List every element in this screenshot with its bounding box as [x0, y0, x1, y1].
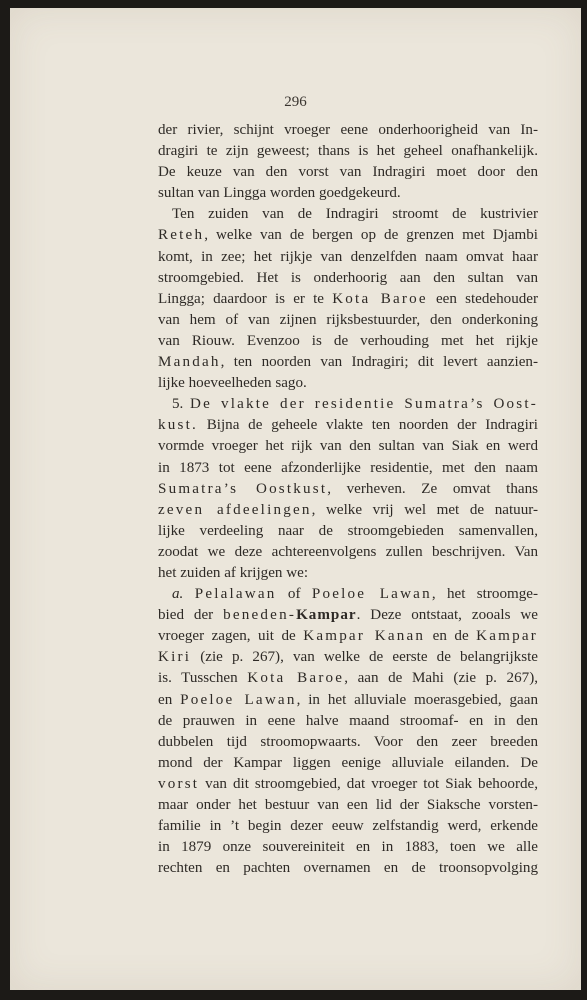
text-line	[158, 837, 538, 858]
text-line	[158, 858, 538, 879]
text-segment: en	[158, 691, 181, 708]
text-line	[158, 795, 538, 816]
text-line	[158, 753, 538, 774]
text-segment: van dit stroomgebied, dat vroeger tot Siak behoorde,	[199, 775, 538, 792]
text-segment: zoodat we deze achtereenvolgens zullen beschrijven. Van	[158, 543, 538, 560]
text-line	[158, 458, 538, 479]
text-line	[158, 732, 538, 753]
text-segment: Kiri	[158, 649, 192, 666]
text-line	[158, 415, 538, 436]
text-segment: vroeger zagen, uit de	[158, 628, 304, 645]
text-segment: rechten en pachten overnamen en de troonsopvolging	[158, 860, 538, 877]
text-segment: dragiri te zijn geweest; thans is het geheel onafhankelijk.	[158, 143, 538, 160]
text-segment: Lingga; daardoor is er te	[158, 290, 333, 307]
text-segment: kust.	[158, 417, 198, 434]
text-segment: bied der	[158, 607, 224, 624]
text-line	[158, 120, 538, 141]
text-segment: maar onder het bestuur van een lid der Siaksche vorsten-	[158, 797, 538, 813]
text-segment: (zie p. 267), van welke de eerste de belangrijkste	[191, 649, 538, 666]
text-segment: familie in ’t begin dezer eeuw zelfstandig werd, erkende	[158, 818, 538, 835]
text-segment: lijke verdeeling naar de stroomgebieden samenvallen,	[158, 522, 538, 539]
text-segment: de prauwen in eene halve maand stroomaf- en in den	[158, 712, 538, 729]
page-number: 296	[284, 94, 307, 110]
text-line	[158, 605, 538, 626]
text-segment: der rivier, schijnt vroeger eene onderhoorigheid van In-	[158, 122, 538, 138]
text-line	[158, 563, 538, 584]
text-line	[158, 373, 538, 394]
text-line	[158, 162, 538, 183]
text-segment: Bijna de geheele vlakte ten noorden der Indragiri	[197, 417, 538, 434]
text-line	[158, 479, 538, 500]
text-segment: Poeloe Lawan	[180, 691, 297, 708]
text-segment: lijke hoeveelheden sago.	[158, 375, 307, 392]
text-segment: Kampar Kanan	[303, 628, 426, 645]
text-segment: Pelalawan	[194, 586, 277, 603]
text-segment: zeven afdeelingen	[158, 501, 312, 518]
text-segment: beneden-	[223, 607, 297, 624]
text-line	[158, 626, 538, 647]
text-segment: van hem of van zijnen rijksbestuurder, den onderkoning	[158, 311, 538, 328]
text-segment: , aan de Mahi (zie p. 267),	[344, 670, 538, 687]
text-segment: Poeloe Lawan	[311, 586, 432, 603]
text-segment: , ten noorden van Indragiri; dit levert aanzien-	[220, 354, 538, 371]
text-segment: vorst	[158, 775, 200, 792]
text-segment: , welke vrij wel met de natuur-	[311, 501, 539, 518]
text-segment: , welke van de bergen op de grenzen met Djambi	[204, 227, 538, 244]
text-segment: een stedehouder	[427, 290, 539, 307]
text-segment: 5.	[172, 396, 191, 413]
text-line	[158, 500, 538, 521]
text-segment: Kampar	[476, 628, 538, 645]
text-segment: , het stroomge-	[431, 586, 539, 603]
text-line	[158, 647, 538, 668]
text-segment: is. Tusschen	[158, 670, 248, 687]
text-segment: Sumatra’s Oostkust	[158, 480, 328, 497]
text-segment: mond der Kampar liggen eenige alluviale eilanden. De	[158, 754, 538, 771]
book-page	[10, 8, 581, 990]
text-line	[158, 774, 538, 795]
text-segment: De keuze van den vorst van Indragiri moet door den	[158, 164, 538, 181]
text-line	[158, 352, 538, 373]
text-segment: of	[276, 586, 312, 603]
text-line	[158, 247, 538, 268]
text-line	[158, 436, 538, 457]
text-segment: van Riouw. Evenzoo is de verhouding met het rijkje	[158, 332, 538, 349]
text-segment: in 1873 tot eene afzonderlijke residentie, met den naam	[158, 459, 538, 476]
text-segment: Kota Baroe	[332, 290, 428, 307]
text-line	[158, 289, 538, 310]
text-segment: vormde vroeger het rijk van den sultan van Siak en werd	[158, 438, 538, 455]
text-segment: Kota Baroe	[247, 670, 345, 687]
text-segment: het zuiden af krijgen we:	[158, 564, 309, 581]
text-segment: . Deze ontstaat, zooals we	[356, 607, 538, 624]
text-segment: De vlakte der residentie Sumatra’s Oost-	[190, 396, 538, 413]
text-line	[158, 331, 538, 352]
text-segment: Kampar	[296, 607, 357, 624]
text-line	[158, 584, 538, 605]
text-line	[158, 141, 538, 162]
text-segment: stroomgebied. Het is onderhoorig aan den sultan van	[158, 269, 538, 286]
text-segment: komt, in zee; het rijkje van denzelfden naam omvat haar	[158, 248, 538, 265]
text-segment: Mandah	[158, 354, 221, 371]
text-segment: in 1879 onze souvereiniteit en in 1883, toen we alle	[158, 839, 538, 856]
text-segment: sultan van Lingga worden goedgekeurd.	[158, 185, 401, 202]
text-line	[158, 183, 538, 204]
text-line	[158, 225, 538, 246]
text-segment: , in het alluviale moerasgebied, gaan	[296, 691, 538, 708]
text-line	[158, 204, 538, 225]
text-line	[158, 542, 538, 563]
text-segment	[183, 586, 194, 602]
text-line	[158, 394, 538, 415]
text-line	[158, 268, 538, 289]
text-segment: dubbelen tijd stroomopwaarts. Voor den zeer breeden	[158, 733, 538, 750]
text-line	[158, 816, 538, 837]
page-text	[158, 120, 538, 879]
text-line	[158, 711, 538, 732]
text-line	[158, 668, 538, 689]
text-line	[158, 521, 538, 542]
text-line	[158, 310, 538, 331]
text-segment: Ten zuiden van de Indragiri stroomt de kustrivier	[172, 206, 538, 223]
text-segment: Reteh	[158, 227, 205, 244]
text-segment: a.	[172, 586, 184, 603]
text-segment: , verheven. Ze omvat thans	[327, 480, 538, 497]
text-line	[158, 690, 538, 711]
text-segment: en de	[425, 628, 477, 645]
